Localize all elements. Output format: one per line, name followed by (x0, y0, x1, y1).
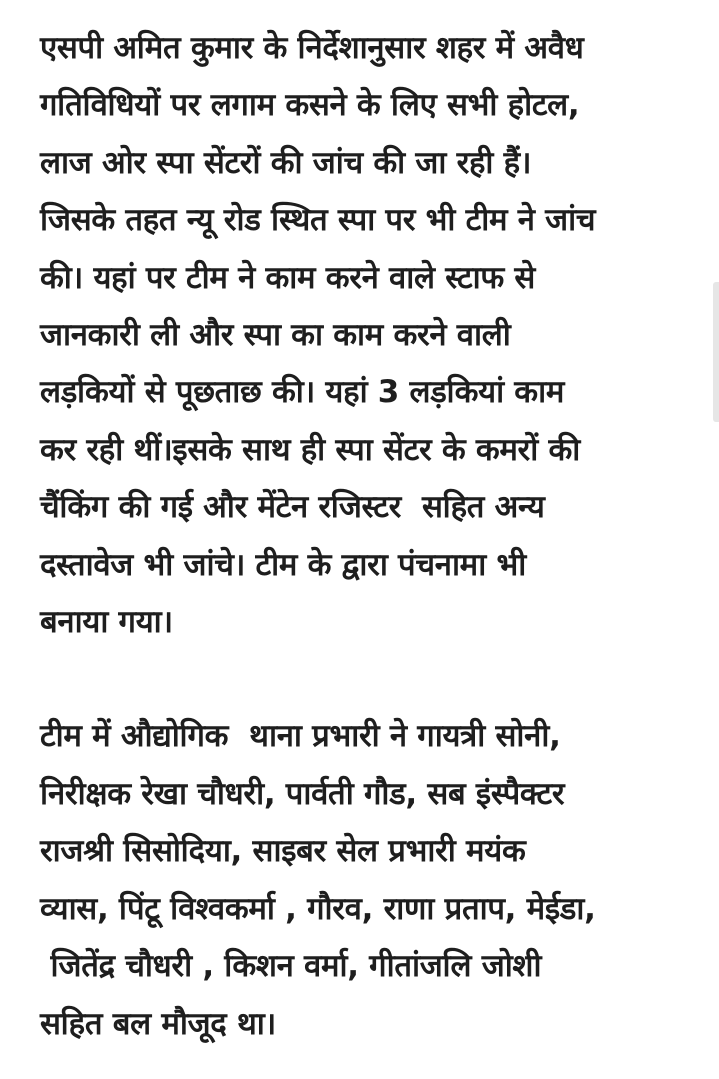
text-line: कर रही थीं।इसके साथ ही स्पा सेंटर के कमरों की (40, 431, 580, 468)
text-line: लाज ओर स्पा सेंटरों की जांच की जा रही हैं। (40, 144, 532, 181)
text-line: की। यहां पर टीम ने काम करने वाले स्टाफ से (40, 259, 536, 296)
text-line: दस्तावेज भी जांचे। टीम के द्वारा पंचनामा भी (40, 546, 526, 583)
text-line: राजश्री सिसोदिया, साइबर सेल प्रभारी मयंक (40, 833, 526, 870)
text-line: जिसके तहत न्यू रोड स्थित स्पा पर भी टीम ने जांच (40, 202, 596, 239)
text-line: चैंकिंग की गई और मेंटेन रजिस्टर सहित अन्य (40, 489, 545, 526)
paragraph-1 (40, 20, 700, 651)
text-line: निरीक्षक रेखा चौधरी, पार्वती गौड, सब इंस्पैक्टर (40, 775, 565, 812)
text-line: बनाया गया। (40, 604, 173, 641)
text-line: एसपी अमित कुमार के निर्देशानुसार शहर में अवैध (40, 30, 584, 66)
article-body (40, 20, 700, 1053)
text-line: सहित बल मौजूद था। (40, 1005, 276, 1042)
text-line: लड़कियों से पूछताछ की। यहां 3 लड़कियां काम (40, 374, 565, 411)
paragraph-2 (40, 708, 700, 1052)
text-line: गतिविधियों पर लगाम कसने के लिए सभी होटल, (40, 87, 580, 124)
text-line: व्यास, पिंटू विश्वकर्मा , गौरव, राणा प्रताप, मेईडा, (40, 890, 596, 927)
text-line: जानकारी ली और स्पा का काम करने वाली (40, 317, 511, 354)
scrollbar[interactable] (713, 282, 719, 422)
paragraph-spacer (40, 651, 700, 708)
text-line: जितेंद्र चौधरी , किशन वर्मा, गीतांजलि जोशी (40, 948, 542, 985)
text-line: टीम में औद्योगिक थाना प्रभारी ने गायत्री सोनी, (40, 718, 561, 755)
